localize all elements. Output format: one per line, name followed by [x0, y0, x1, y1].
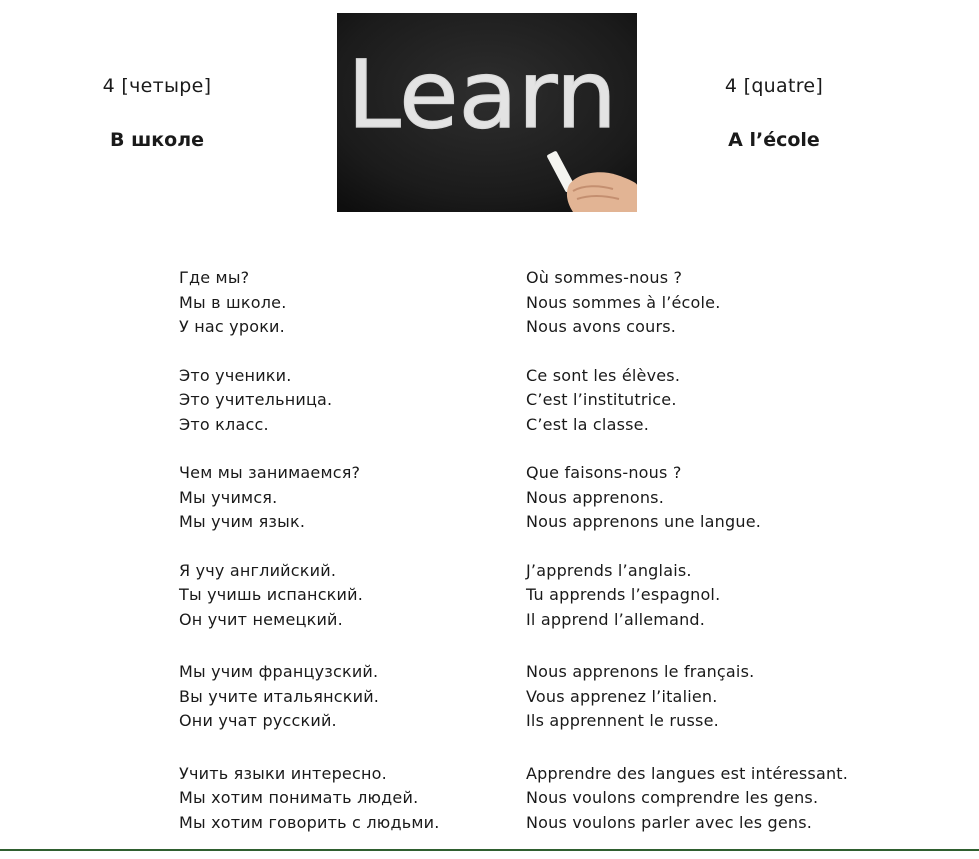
- sentence-fr: Nous sommes à l’école.: [526, 292, 721, 312]
- stanza-ru-3: [179, 461, 440, 535]
- sentence-ru: Мы в школе.: [179, 292, 287, 312]
- lesson-number-ru: 4 [четыре]: [102, 75, 212, 97]
- sentence-fr: C’est la classe.: [526, 414, 649, 434]
- stanza-ru-6: [179, 762, 440, 836]
- header-left: [86, 72, 228, 154]
- sentence-ru: Он учит немецкий.: [179, 609, 343, 629]
- sentence-ru: Это класс.: [179, 414, 269, 434]
- sentence-fr: Vous apprenez l’italien.: [526, 686, 718, 706]
- sentence-fr: Nous voulons comprendre les gens.: [526, 788, 819, 807]
- sentence-ru: Мы учим французский.: [179, 662, 379, 681]
- stanza-ru-1: [179, 266, 440, 340]
- sentence-fr: C’est l’institutrice.: [526, 390, 677, 409]
- french-column: [526, 266, 848, 859]
- sentence-ru: Ты учишь испанский.: [179, 585, 364, 604]
- sentence-ru: Это учительница.: [179, 390, 333, 409]
- sentence-fr: Il apprend l’allemand.: [526, 609, 706, 629]
- sentence-fr: Nous apprenons une langue.: [526, 512, 762, 531]
- lesson-title-ru: В школе: [109, 129, 205, 151]
- sentence-fr: Nous apprenons.: [526, 487, 664, 507]
- sentence-ru: Мы хотим понимать людей.: [179, 788, 419, 807]
- learn-blackboard-image: [337, 13, 637, 212]
- sentence-fr: Ce sont les élèves.: [526, 365, 681, 385]
- stanza-fr-3: [526, 461, 848, 535]
- sentence-fr: Tu apprends l’espagnol.: [526, 585, 721, 604]
- board-word: Learn: [347, 41, 617, 150]
- sentence-ru: Где мы?: [179, 268, 250, 287]
- stanza-fr-1: [526, 266, 848, 340]
- stanza-ru-2: [179, 364, 440, 438]
- sentence-ru: Они учат русский.: [179, 711, 337, 730]
- sentence-ru: Учить языки интересно.: [179, 763, 387, 783]
- lesson-title-fr: A l’école: [728, 129, 820, 151]
- sentence-fr: Que faisons-nous ?: [526, 463, 682, 482]
- header-right: [704, 72, 844, 154]
- sentence-fr: Nous voulons parler avec les gens.: [526, 812, 813, 832]
- sentence-fr: Où sommes-nous ?: [526, 268, 683, 287]
- stanza-fr-4: [526, 559, 848, 633]
- stanza-fr-5: [526, 660, 848, 734]
- sentence-fr: Nous apprenons le français.: [526, 662, 755, 681]
- sentence-ru: Мы учим язык.: [179, 512, 306, 531]
- stanza-fr-6: [526, 762, 848, 836]
- sentence-fr: Apprendre des langues est intéressant.: [526, 763, 849, 783]
- sentence-fr: J’apprends l’anglais.: [526, 560, 692, 580]
- sentence-ru: Мы учимся.: [179, 487, 278, 507]
- lesson-number-fr: 4 [quatre]: [724, 75, 824, 97]
- sentence-fr: Nous avons cours.: [526, 317, 677, 336]
- sentence-ru: Мы хотим говорить с людьми.: [179, 812, 440, 832]
- sentence-ru: Я учу английский.: [179, 560, 337, 580]
- sentence-ru: У нас уроки.: [179, 317, 285, 336]
- sentence-fr: Ils apprennent le russe.: [526, 711, 719, 730]
- stanza-fr-2: [526, 364, 848, 438]
- stanza-ru-4: [179, 559, 440, 633]
- sentence-ru: Вы учите итальянский.: [179, 686, 380, 706]
- stanza-ru-5: [179, 660, 440, 734]
- sentence-ru: Чем мы занимаемся?: [179, 463, 361, 482]
- sentence-ru: Это ученики.: [179, 365, 292, 385]
- russian-column: [179, 266, 440, 859]
